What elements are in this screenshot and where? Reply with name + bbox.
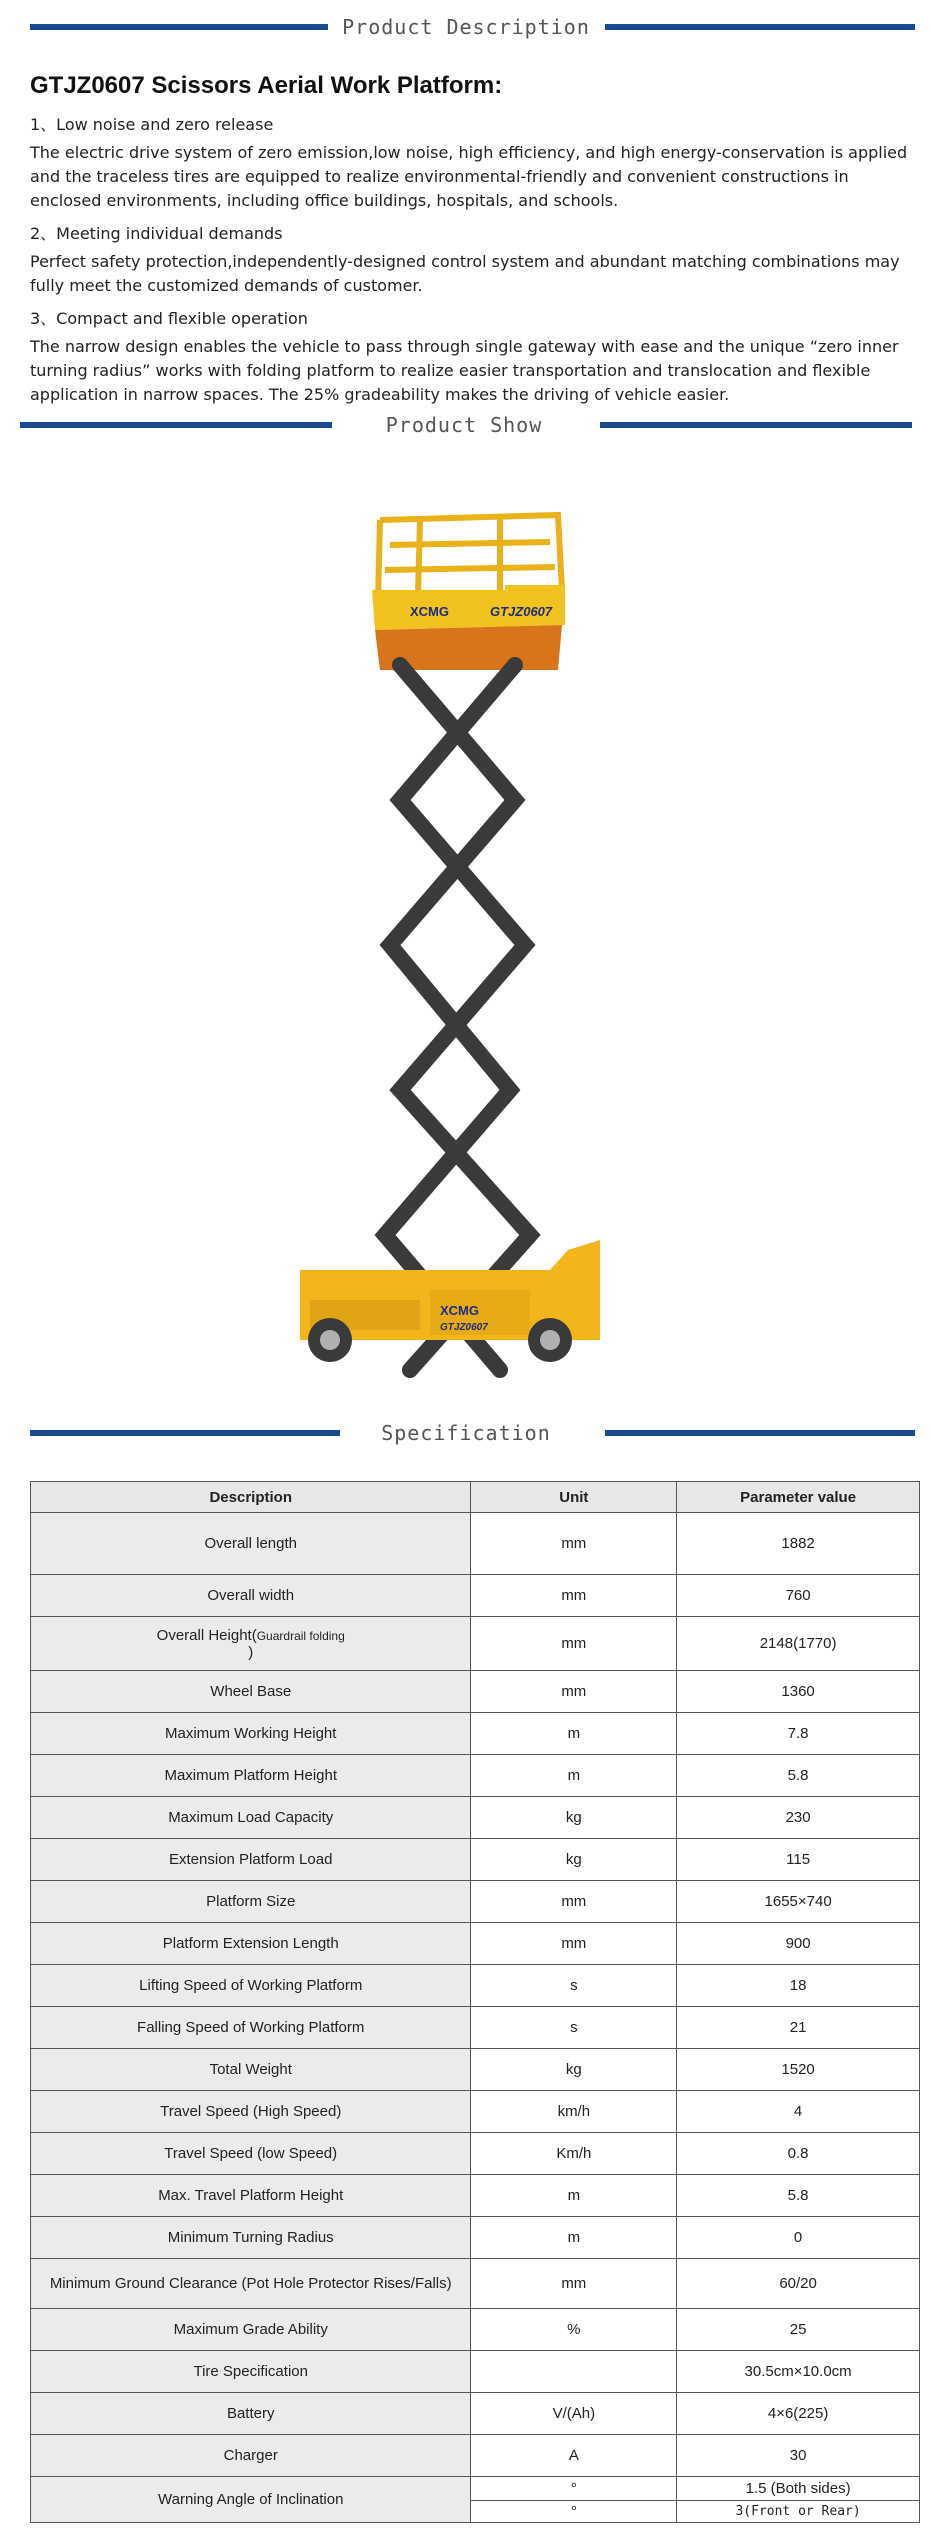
row-value: 900 <box>677 1923 920 1965</box>
section-header-spec <box>0 1418 932 1448</box>
row-value: 25 <box>677 2309 920 2351</box>
section-header-show <box>0 410 932 440</box>
row-description: Wheel Base <box>31 1671 471 1713</box>
row-value: 1882 <box>677 1513 920 1575</box>
row-unit: mm <box>471 1617 677 1671</box>
base-brand: XCMG <box>440 1303 479 1318</box>
table-row <box>31 1923 920 1965</box>
row-value: 115 <box>677 1839 920 1881</box>
row-unit: mm <box>471 1881 677 1923</box>
table-row <box>31 1713 920 1755</box>
row-value: 1.5 (Both sides) <box>677 2477 920 2501</box>
table-row <box>31 1797 920 1839</box>
table-row <box>31 1617 920 1671</box>
row-value: 1520 <box>677 2049 920 2091</box>
row-description: Overall length <box>31 1513 471 1575</box>
row-description: Maximum Platform Height <box>31 1755 471 1797</box>
feature-body-2: Perfect safety protection,independently-designed control system and abundant matching combinations may fully meet the customized demands of customer. <box>30 252 900 295</box>
row-value: 60/20 <box>677 2259 920 2309</box>
table-row <box>31 2259 920 2309</box>
section-header-description <box>0 12 932 42</box>
row-value: 2148(1770) <box>677 1617 920 1671</box>
row-unit: mm <box>471 1671 677 1713</box>
row-value: 30 <box>677 2435 920 2477</box>
row-value: 1655×740 <box>677 1881 920 1923</box>
row-unit: mm <box>471 1575 677 1617</box>
row-unit: m <box>471 2217 677 2259</box>
row-unit: kg <box>471 1839 677 1881</box>
feature-body-1: The electric drive system of zero emission,low noise, high efficiency, and high energy-conservation is applied and the traceless tires are equipped to realize environmental-friendly and convenient constructions in enclosed environments, including office buildings, hospitals, and schools. <box>30 143 908 210</box>
row-description: Falling Speed of Working Platform <box>31 2007 471 2049</box>
table-row <box>31 2217 920 2259</box>
table-row <box>31 1671 920 1713</box>
row-unit: mm <box>471 2259 677 2309</box>
row-value: 30.5cm×10.0cm <box>677 2351 920 2393</box>
base-model: GTJZ0607 <box>440 1322 488 1333</box>
row-value: 0 <box>677 2217 920 2259</box>
row-unit: A <box>471 2435 677 2477</box>
row-value: 7.8 <box>677 1713 920 1755</box>
row-value: 0.8 <box>677 2133 920 2175</box>
column-header-value: Parameter value <box>677 1482 920 1513</box>
table-row <box>31 1513 920 1575</box>
section-title-spec: Specification <box>367 1421 565 1445</box>
row-description: Overall Height(Guardrail folding ) <box>31 1617 471 1671</box>
column-header-unit: Unit <box>471 1482 677 1513</box>
row-description: Minimum Turning Radius <box>31 2217 471 2259</box>
table-row <box>31 2351 920 2393</box>
table-row <box>31 1881 920 1923</box>
row-description: Extension Platform Load <box>31 1839 471 1881</box>
row-unit: ° <box>471 2477 677 2501</box>
row-value: 18 <box>677 1965 920 2007</box>
row-description: Travel Speed (High Speed) <box>31 2091 471 2133</box>
row-value: 3(Front or Rear) <box>677 2501 920 2523</box>
row-value: 230 <box>677 1797 920 1839</box>
row-description: Total Weight <box>31 2049 471 2091</box>
row-unit: m <box>471 2175 677 2217</box>
row-unit: Km/h <box>471 2133 677 2175</box>
row-description: Overall width <box>31 1575 471 1617</box>
row-description: Platform Extension Length <box>31 1923 471 1965</box>
feature-title-1: 1、Low noise and zero release <box>30 115 274 134</box>
row-value: 4 <box>677 2091 920 2133</box>
column-header-description: Description <box>31 1482 471 1513</box>
row-value: 21 <box>677 2007 920 2049</box>
platform-brand: XCMG <box>410 604 449 619</box>
table-row <box>31 2309 920 2351</box>
table-row <box>31 2175 920 2217</box>
table-header-row <box>31 1482 920 1513</box>
row-description: Maximum Grade Ability <box>31 2309 471 2351</box>
feature-body-3: The narrow design enables the vehicle to pass through single gateway with ease and the unique “zero inner turning radius” works with folding platform to realize easier transportation and translocation and flexible application in narrow spaces. The 25% gradeability makes the driving of vehicle easier. <box>30 337 899 404</box>
row-value: 5.8 <box>677 1755 920 1797</box>
row-description: Warning Angle of Inclination <box>31 2477 471 2523</box>
row-unit: % <box>471 2309 677 2351</box>
platform-model: GTJZ0607 <box>490 604 553 619</box>
row-description: Maximum Load Capacity <box>31 1797 471 1839</box>
scissor-lift-image <box>300 490 660 1390</box>
row-value: 4×6(225) <box>677 2393 920 2435</box>
row-unit: mm <box>471 1513 677 1575</box>
row-unit: s <box>471 1965 677 2007</box>
table-row <box>31 1965 920 2007</box>
row-description: Max. Travel Platform Height <box>31 2175 471 2217</box>
specification-table <box>30 1481 920 2523</box>
row-description: Charger <box>31 2435 471 2477</box>
row-unit <box>471 2351 677 2393</box>
section-title-show: Product Show <box>372 413 557 437</box>
row-unit: km/h <box>471 2091 677 2133</box>
row-value: 1360 <box>677 1671 920 1713</box>
feature-title-2: 2、Meeting individual demands <box>30 224 283 243</box>
row-value: 5.8 <box>677 2175 920 2217</box>
row-unit: V/(Ah) <box>471 2393 677 2435</box>
row-description: Travel Speed (low Speed) <box>31 2133 471 2175</box>
table-row <box>31 1575 920 1617</box>
row-description: Minimum Ground Clearance (Pot Hole Protector Rises/Falls) <box>31 2259 471 2309</box>
product-heading: GTJZ0607 Scissors Aerial Work Platform: <box>30 72 503 99</box>
row-unit: kg <box>471 1797 677 1839</box>
table-row <box>31 2133 920 2175</box>
table-row <box>31 2049 920 2091</box>
table-row <box>31 2393 920 2435</box>
row-description: Platform Size <box>31 1881 471 1923</box>
row-description: Tire Specification <box>31 2351 471 2393</box>
row-value: 760 <box>677 1575 920 1617</box>
table-row <box>31 1755 920 1797</box>
row-description: Maximum Working Height <box>31 1713 471 1755</box>
table-row <box>31 2477 920 2501</box>
feature-title-3: 3、Compact and flexible operation <box>30 309 308 328</box>
row-unit: mm <box>471 1923 677 1965</box>
table-row <box>31 1839 920 1881</box>
section-title-description: Product Description <box>328 15 604 39</box>
scissor-arms <box>385 665 530 1370</box>
table-row <box>31 2091 920 2133</box>
row-unit: m <box>471 1713 677 1755</box>
row-unit: ° <box>471 2501 677 2523</box>
row-unit: m <box>471 1755 677 1797</box>
row-description: Lifting Speed of Working Platform <box>31 1965 471 2007</box>
table-row <box>31 2007 920 2049</box>
product-description <box>30 72 910 407</box>
table-row <box>31 2435 920 2477</box>
row-unit: kg <box>471 2049 677 2091</box>
row-unit: s <box>471 2007 677 2049</box>
row-description: Battery <box>31 2393 471 2435</box>
